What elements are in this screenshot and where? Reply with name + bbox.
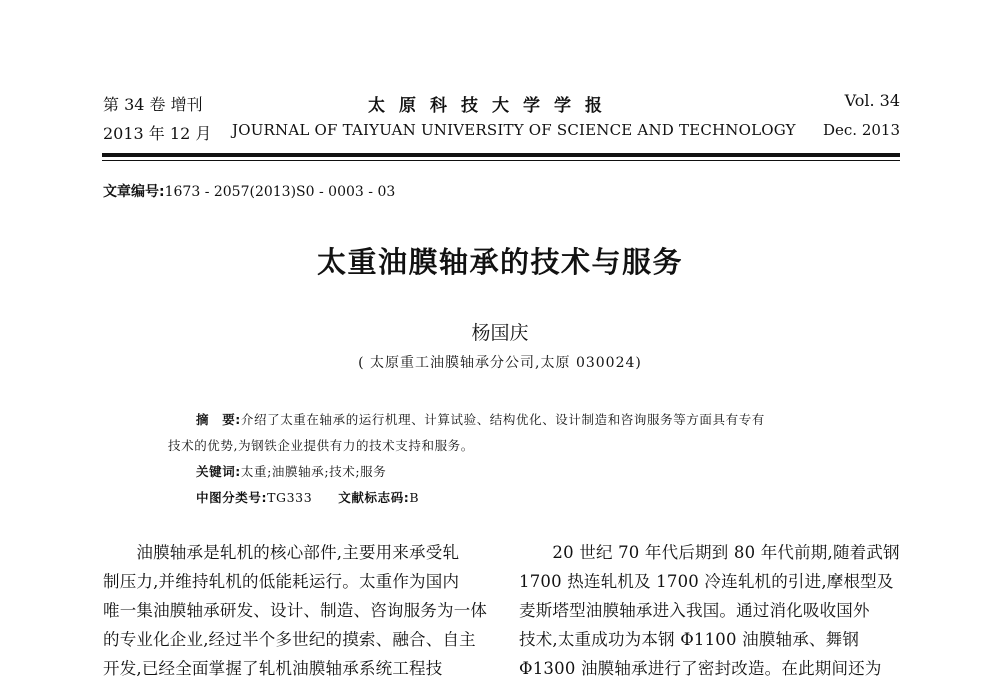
- body-line: Φ1300 油膜轴承进行了密封改造。在此期间还为: [519, 659, 882, 678]
- article-number-label: 文章编号:: [103, 184, 165, 200]
- keywords-label: 关键词:: [196, 464, 241, 479]
- abstract-line-1: [196, 410, 765, 428]
- article-number-value: 1673 - 2057(2013)S0 - 0003 - 03: [164, 184, 396, 200]
- doc-code-label: 文献标志码:: [338, 490, 410, 505]
- body-line: 20 世纪 70 年代后期到 80 年代前期,随着武钢: [519, 543, 900, 562]
- class-number-value: TG333: [267, 490, 313, 505]
- header-rule-thin: [102, 160, 900, 161]
- body-line: 唯一集油膜轴承研发、设计、制造、咨询服务为一体: [103, 601, 488, 620]
- keywords-row: [196, 462, 386, 480]
- journal-title-cn: 太原科技大学学报: [368, 96, 616, 116]
- abstract-line-2: 技术的优势,为钢铁企业提供有力的技术支持和服务。: [168, 438, 474, 453]
- body-column-left: [103, 538, 491, 683]
- body-line: 制压力,并维持轧机的低能耗运行。太重作为国内: [103, 572, 460, 591]
- body-line: 的专业化企业,经过半个多世纪的摸索、融合、自主: [103, 630, 476, 649]
- abstract-label: 摘 要:: [196, 412, 241, 427]
- doc-code-value: B: [409, 490, 420, 505]
- body-line: 麦斯塔型油膜轴承进入我国。通过消化吸收国外: [519, 601, 870, 620]
- issue-date-cn: 2013 年 12 月: [103, 124, 212, 143]
- abstract-text-1: 介绍了太重在轴承的运行机理、计算试验、结构优化、设计制造和咨询服务等方面具有专有: [240, 412, 765, 427]
- header-rule-thick: [102, 153, 900, 157]
- journal-title-en: JOURNAL OF TAIYUAN UNIVERSITY OF SCIENCE AND TECHNOLOGY: [232, 121, 796, 139]
- issue-date-en: Dec. 2013: [822, 121, 900, 139]
- body-line: 开发,已经全面掌握了轧机油膜轴承系统工程技: [103, 659, 443, 678]
- classification-row: [196, 488, 419, 506]
- class-number-label: 中图分类号:: [196, 490, 268, 505]
- body-line: 1700 热连轧机及 1700 冷连轧机的引进,摩根型及: [519, 572, 894, 591]
- keywords-value: 太重;油膜轴承;技术;服务: [240, 464, 387, 479]
- body-column-right: [519, 538, 911, 683]
- body-line: 油膜轴承是轧机的核心部件,主要用来承受轧: [103, 543, 460, 562]
- author-affiliation: ( 太原重工油膜轴承分公司,太原 030024): [358, 355, 642, 371]
- author-name: 杨国庆: [471, 322, 529, 344]
- volume-label-en: Vol. 34: [844, 91, 900, 110]
- body-line: 技术,太重成功为本钢 Φ1100 油膜轴承、舞钢: [519, 630, 860, 649]
- article-title: 太重油膜轴承的技术与服务: [316, 245, 683, 279]
- article-number: [103, 181, 395, 201]
- volume-label-cn: 第 34 卷 增刊: [103, 95, 203, 114]
